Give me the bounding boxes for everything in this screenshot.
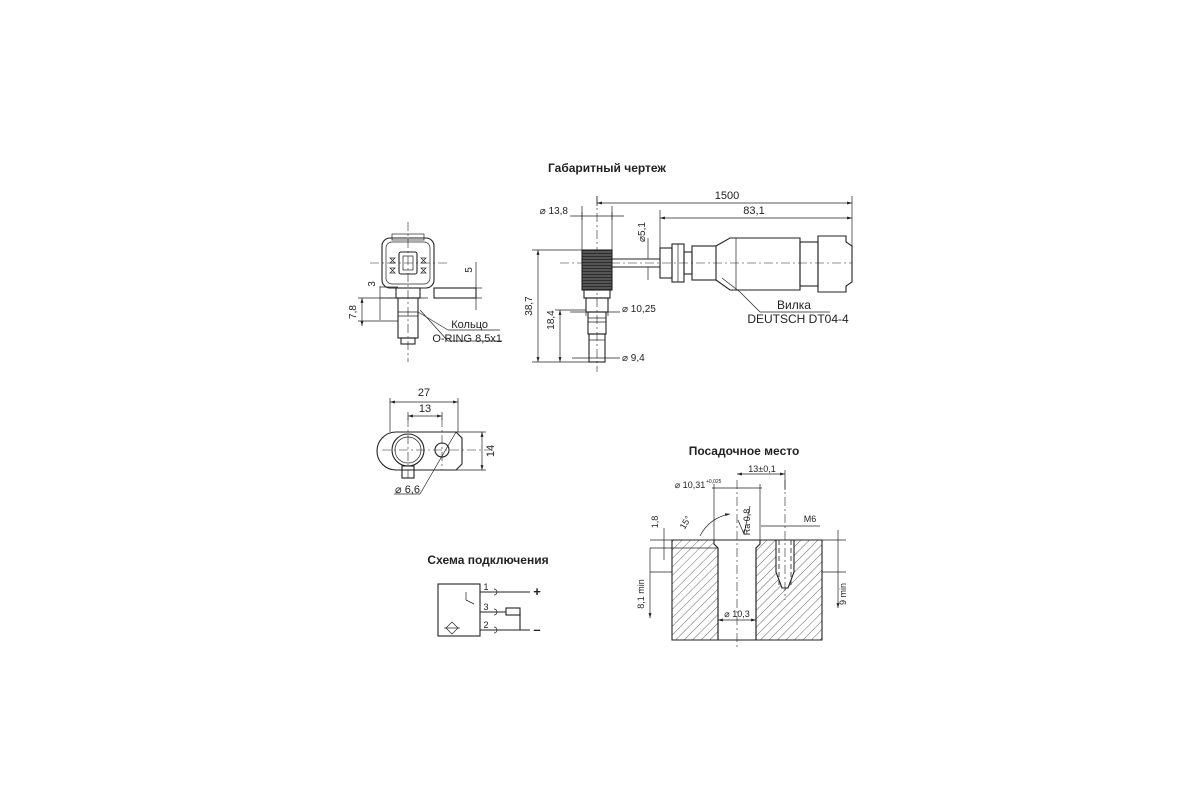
dim-13-label: 13 [418,403,432,415]
dim-83-1-label: 83,1 [743,205,765,217]
pin-3-label: 3 [483,602,489,612]
mount-d10-31-label: ⌀ 10,31 [674,480,706,490]
oring-label-1: Кольцо [451,319,488,331]
dim-d9-4-label: ⌀ 9,4 [622,353,645,364]
dimensional-drawing-title: Габаритный чертеж [548,161,666,175]
plus-label: + [533,584,541,599]
dim-d5-1-label: ⌀5,1 [637,222,648,242]
dim-d13-8-label: ⌀ 13,8 [539,206,568,217]
minus-label: – [533,622,541,637]
mount-angle-label: 15° [677,514,694,531]
dim-d10-25-label: ⌀ 10,25 [622,304,656,315]
dim-d6-6-label: ⌀ 6,6 [395,484,420,496]
pin-2-label: 2 [483,620,489,630]
mount-13-label: 13±0,1 [748,464,776,474]
dim-14-label: 14 [485,444,497,458]
plug-label-2: DEUTSCH DT04-4 [747,312,849,326]
dim-5-label: 5 [464,267,475,273]
mount-tolerance-label: +0,025 [706,479,722,485]
oring-label-2: O-RING 8,5x1 [432,333,502,345]
pin-1-label: 1 [483,582,489,592]
mounting-title: Посадочное место [688,444,800,458]
mount-1-8-label: 1,8 [650,515,660,529]
mount-9-label: 9 min [838,582,848,606]
dim-1500-label: 1500 [714,190,740,202]
dim-27-label: 27 [417,387,431,399]
dim-7-8-label: 7,8 [348,305,359,319]
mount-8-1-label: 8,1 min [636,579,646,609]
dim-18-4-label: 18,4 [546,310,557,330]
sensor-side-view [532,196,852,372]
mount-ra-label: Ra 0,8 [742,508,752,536]
mount-m6-label: M6 [803,514,817,524]
mount-d10-3-label: ⌀ 10,3 [724,609,750,619]
mounting-section [650,470,846,648]
sensor-top-view [377,398,490,494]
plug-label-1: Вилка [777,298,811,312]
dim-38-7-label: 38,7 [524,296,535,316]
dim-3-label: 3 [367,281,378,287]
wiring-title: Схема подключения [427,553,549,567]
